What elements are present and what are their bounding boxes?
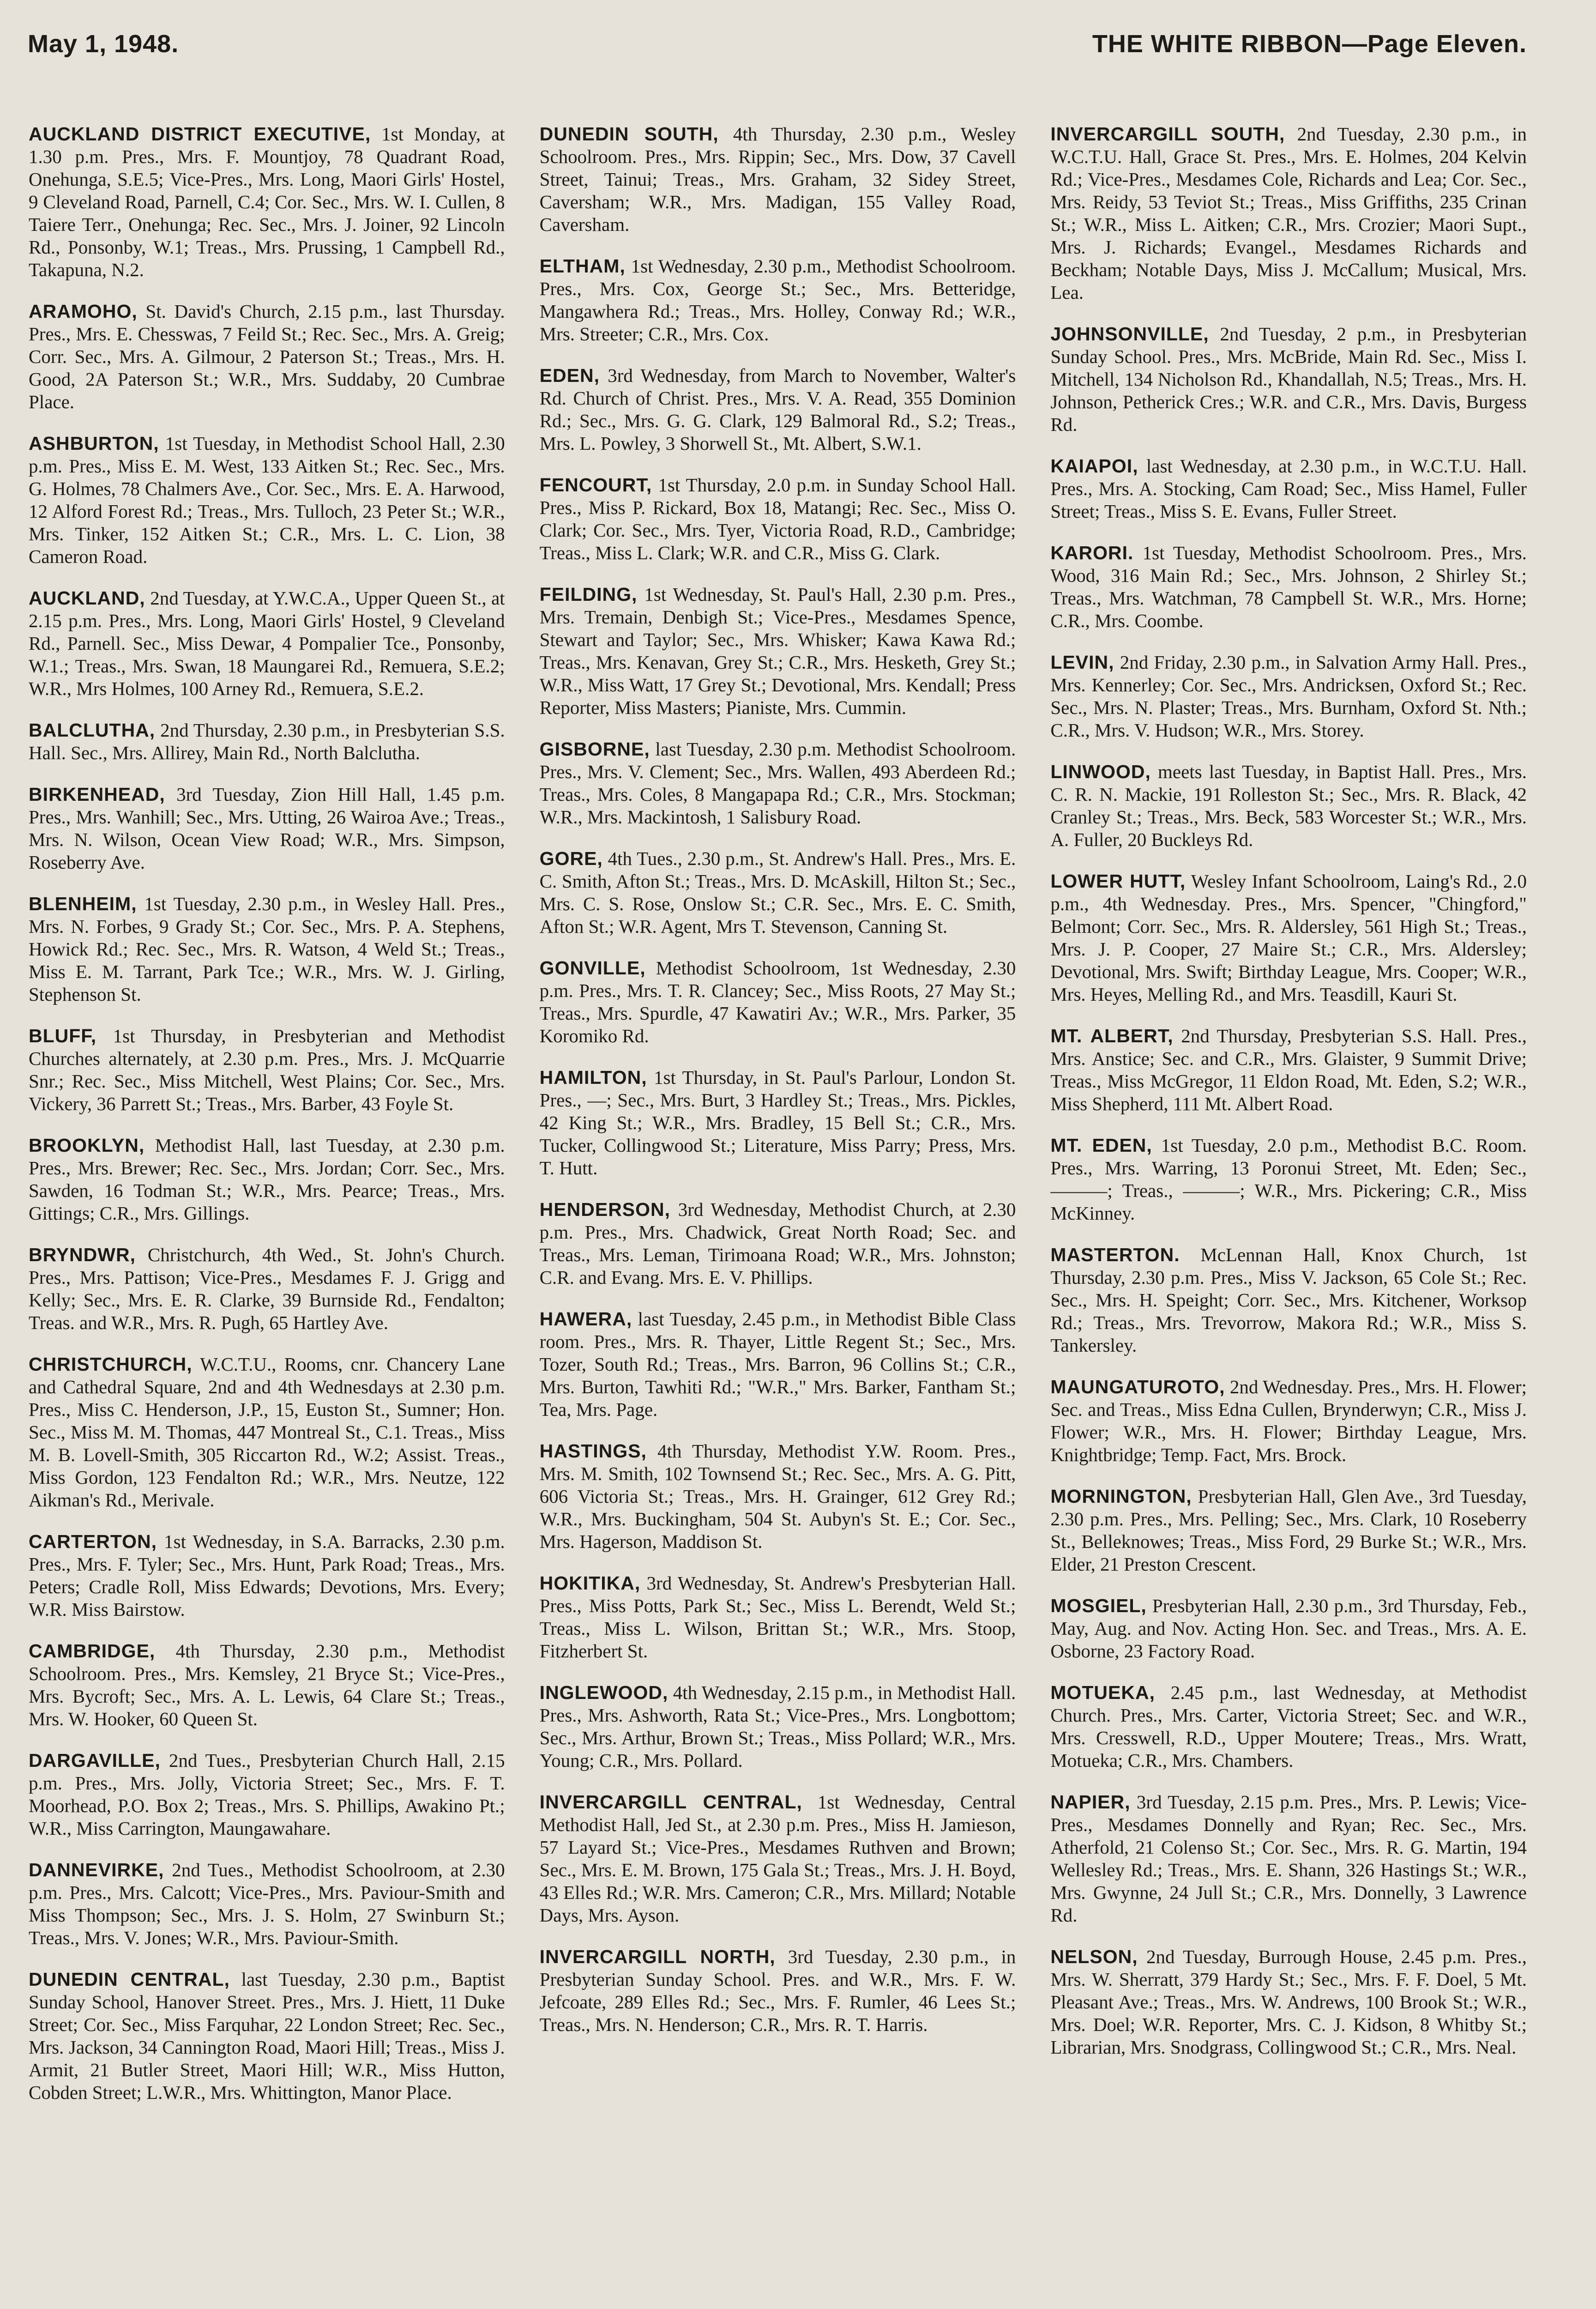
branch-details: Methodist Schoolroom, 1st Wednesday, 2.30 p.m. Pres., Mrs. T. R. Clancey; Sec., Miss Roots, 27 May St.; Treas., Mrs. Spurdle, 47 Kawatiri Av.; W.R., Mrs. Parker, 35 Koromiko Rd. (539, 957, 1016, 1046)
branch-entry (29, 783, 505, 874)
branch-name: ELTHAM, (539, 255, 626, 277)
branch-details: St. David's Church, 2.15 p.m., last Thursday. Pres., Mrs. E. Chesswas, 7 Feild St.; Rec. Sec., Mrs. A. Greig; Corr. Sec., Mrs. A. Gilmour, 2 Paterson St.; Treas., Mrs. H. Good, 2A Paterson St.; W.R., Mrs. Suddaby, 20 Cumbrae Place. (29, 301, 505, 412)
branch-name: HAWERA, (539, 1308, 632, 1330)
branch-details: 1st Thursday, in Presbyterian and Methodist Churches alternately, at 2.30 p.m. Pres., Mrs. J. McQuarrie Snr.; Rec. Sec., Miss Mitchell, West Plains; Cor. Sec., Mrs. Vickery, 36 Parrett St.; Treas., Mrs. Barber, 43 Foyle St. (29, 1025, 505, 1114)
branch-entry (29, 300, 505, 413)
branch-entry (29, 1640, 505, 1730)
branch-details: 4th Thursday, Methodist Y.W. Room. Pres., Mrs. M. Smith, 102 Townsend St.; Rec. Sec., Mrs. A. G. Pitt, 606 Victoria St.; Treas., Mrs. H. Grainger, 612 Grey Rd.; W.R., Mrs. Buckingham, 504 St. Aubyn's St. E.; Cor. Sec., Mrs. Hagerson, Maddison St. (539, 1440, 1016, 1552)
branch-details: 2nd Tuesday, 2.30 p.m., in W.C.T.U. Hall, Grace St. Pres., Mrs. E. Holmes, 204 Kelvin Rd.; Vice-Pres., Mesdames Cole, Richards and Lea; Cor. Sec., Mrs. Reidy, 53 Teviot St.; Treas., Miss Griffiths, 235 Crinan St.; W.R., Miss L. Aitken; C.R., Mrs. Crozier; Maori Supt., Mrs. J. Richards; Evangel., Mesdames Richards and Beckham; Notable Days, Miss J. McCallum; Musical, Mrs. Lea. (1050, 123, 1527, 303)
branch-name: BIRKENHEAD, (29, 784, 165, 805)
branch-details: 2nd Thursday, Presbyterian S.S. Hall. Pres., Mrs. Anstice; Sec. and C.R., Mrs. Glaister, 9 Summit Drive; Treas., Miss McGregor, 11 Eldon Road, Mt. Eden, S.2; W.R., Miss Shepherd, 111 Mt. Albert Road. (1050, 1025, 1527, 1114)
branch-entry (540, 255, 1016, 345)
branch-details: 3rd Wednesday, from March to November, Walter's Rd. Church of Christ. Pres., Mrs. V. A. Read, 355 Dominion Rd.; Sec., Mrs. G. G. Clark, 129 Balmoral Rd., S.2; Treas., Mrs. L. Powley, 3 Shorwell St., Mt. Albert, S.W.1. (539, 365, 1016, 454)
branch-name: NELSON, (1050, 1946, 1138, 1967)
branch-entry (29, 1134, 505, 1225)
branch-entry (540, 847, 1016, 938)
branch-details: 2nd Tuesday, Burrough House, 2.45 p.m. Pres., Mrs. W. Sherratt, 379 Hardy St.; Sec., Mrs. F. F. Doel, 5 Mt. Pleasant Ave.; Treas., Mrs. W. Andrews, 100 Brook St.; W.R., Mrs. Doel; W.R. Reporter, Mrs. C. J. Kidson, 8 Whitby St.; Librarian, Mrs. Snodgrass, Collingwood St.; C.R., Mrs. Neal. (1050, 1946, 1527, 2058)
branch-details: 1st Wednesday, 2.30 p.m., Methodist Schoolroom. Pres., Mrs. Cox, George St.; Sec., Mrs. Betteridge, Mangawhera Rd.; Treas., Mrs. Holley, Conway Rd.; W.R., Mrs. Streeter; C.R., Mrs. Cox. (539, 255, 1016, 345)
branch-name: BLUFF, (29, 1025, 97, 1046)
page-title: THE WHITE RIBBON—Page Eleven. (1092, 30, 1527, 58)
directory-columns (29, 104, 1527, 2309)
branch-details: 3rd Tuesday, Zion Hill Hall, 1.45 p.m. Pres., Mrs. Wanhill; Sec., Mrs. Utting, 26 Wairoa Ave.; Treas., Mrs. N. Wilson, Ocean View Road; W.R., Mrs. Simpson, Roseberry Ave. (29, 784, 505, 873)
branch-name: JOHNSONVILLE, (1050, 323, 1209, 345)
branch-details: 3rd Wednesday, Methodist Church, at 2.30 p.m. Pres., Mrs. Chadwick, Great North Road; Sec. and Treas., Mrs. Leman, Tirimoana Road; W.R., Mrs. Johnston; C.R. and Evang. Mrs. E. V. Phillips. (539, 1199, 1016, 1288)
branch-entry (29, 1968, 505, 2104)
branch-entry (1050, 1244, 1527, 1357)
branch-name: MOSGIEL, (1050, 1595, 1147, 1616)
branch-details: Presbyterian Hall, Glen Ave., 3rd Tuesday, 2.30 p.m. Pres., Mrs. Pelling; Sec., Mrs. Clark, 10 Roseberry St., Belleknowes; Treas., Miss Ford, 29 Burke St.; W.R., Mrs. Elder, 21 Preston Crescent. (1050, 1486, 1527, 1575)
branch-details: 1st Tuesday, in Methodist School Hall, 2.30 p.m. Pres., Miss E. M. West, 133 Aitken St.; Rec. Sec., Mrs. G. Holmes, 78 Chalmers Ave., Cor. Sec., Mrs. E. A. Harwood, 12 Alford Forest Rd.; Treas., Mrs. Tulloch, 23 Peter St.; W.R., Mrs. Tinker, 152 Aitken St.; C.R., Mrs. L. C. Lion, 38 Cameron Road. (29, 433, 505, 567)
branch-entry (1050, 1595, 1527, 1662)
branch-entry (540, 583, 1016, 719)
branch-name: BLENHEIM, (29, 893, 137, 914)
branch-name: FEILDING, (539, 584, 638, 605)
branch-details: W.C.T.U., Rooms, cnr. Chancery Lane and Cathedral Square, 2nd and 4th Wednesdays at 2.30 p.m. Pres., Miss C. Henderson, J.P., 15, Euston St., Sumner; Hon. Sec., Miss M. M. Thomas, 447 Montreal St., C.1. Treas., Miss M. B. Lovell-Smith, 305 Riccarton Rd., W.2; Assist. Treas., Miss Gordon, 123 Fendalton Rd.; W.R., Mrs. Neutze, 122 Aikman's Rd., Merivale. (29, 1354, 505, 1511)
branch-name: HASTINGS, (539, 1440, 647, 1462)
branch-details: 1st Monday, at 1.30 p.m. Pres., Mrs. F. Mountjoy, 78 Quadrant Road, Onehunga, S.E.5; Vice-Pres., Mrs. Long, Maori Girls' Hostel, 9 Cleveland Road, Parnell, C.4; Cor. Sec., Mrs. W. I. Cullen, 8 Taiere Terr., Onehunga; Rec. Sec., Mrs. J. Joiner, 92 Lincoln Rd., Ponsonby, W.1; Treas., Mrs. Prussing, 1 Campbell Rd., Takapuna, N.2. (29, 123, 505, 280)
branch-details: 4th Wednesday, 2.15 p.m., in Methodist Hall. Pres., Mrs. Ashworth, Rata St.; Vice-Pres., Mrs. Longbottom; Sec., Mrs. Arthur, Brown St.; Treas., Miss Pollard; W.R., Mrs. Young; C.R., Mrs. Pollard. (539, 1682, 1016, 1771)
column-3 (1050, 104, 1527, 2309)
branch-name: GISBORNE, (539, 738, 650, 760)
branch-name: MASTERTON. (1050, 1244, 1180, 1265)
branch-details: 3rd Tuesday, 2.15 p.m. Pres., Mrs. P. Lewis; Vice-Pres., Mesdames Donnelly and Ryan; Rec. Sec., Mrs. Atherfold, 21 Colenso St.; Cor. Sec., Mrs. R. G. Martin, 194 Wellesley Rd.; Treas., Mrs. E. Shann, 326 Hastings St.; W.R., Mrs. Gwynne, 24 Jull St.; C.R., Mrs. Donnelly, 3 Lawrence Rd. (1050, 1791, 1527, 1926)
column-1 (29, 104, 505, 2309)
branch-details: 1st Tuesday, 2.30 p.m., in Wesley Hall. Pres., Mrs. N. Forbes, 9 Grady St.; Cor. Sec., Mrs. P. A. Stephens, Howick Rd.; Rec. Sec., Mrs. R. Watson, 4 Weld St.; Treas., Miss E. M. Tarrant, Park Tce.; W.R., Mrs. W. J. Girling, Stephenson St. (29, 893, 505, 1005)
branch-name: CHRISTCHURCH, (29, 1354, 193, 1375)
branch-details: 2.45 p.m., last Wednesday, at Methodist Church. Pres., Mrs. Carter, Victoria Street; Sec. and W.R., Mrs. Cresswell, R.D., Upper Moutere; Treas., Mrs. Wratt, Motueka; C.R., Mrs. Chambers. (1050, 1682, 1527, 1771)
branch-entry (29, 893, 505, 1006)
branch-entry (29, 1859, 505, 1949)
branch-entry (29, 432, 505, 568)
branch-name: LEVIN, (1050, 652, 1114, 673)
branch-details: 2nd Tues., Methodist Schoolroom, at 2.30 p.m. Pres., Mrs. Calcott; Vice-Pres., Mrs. Paviour-Smith and Miss Thompson; Sec., Mrs. J. S. Holm, 27 Swinburn St.; Treas., Mrs. V. Jones; W.R., Mrs. Paviour-Smith. (29, 1859, 505, 1948)
branch-details: 1st Thursday, in St. Paul's Parlour, London St. Pres., —; Sec., Mrs. Burt, 3 Hardley St.; Treas., Mrs. Pickles, 42 King St.; W.R., Mrs. Bradley, 15 Bell St.; C.R., Mrs. Tucker, Collingwood St.; Literature, Miss Parry; Press, Mrs. T. Hutt. (539, 1067, 1016, 1179)
branch-name: BRYNDWR, (29, 1244, 136, 1265)
branch-details: Wesley Infant Schoolroom, Laing's Rd., 2.0 p.m., 4th Wednesday. Pres., Mrs. Spencer, "Chingford," Belmont; Corr. Sec., Mrs. R. Aldersley, 561 High St.; Treas., Mrs. J. P. Cooper, 27 Maire St.; C.R., Mrs. Aldersley; Devotional, Mrs. Swift; Birthday League, Mrs. Cooper; W.R., Mrs. Heyes, Melling Rd., and Mrs. Teasdill, Kauri St. (1050, 870, 1527, 1005)
branch-details: Christchurch, 4th Wed., St. John's Church. Pres., Mrs. Pattison; Vice-Pres., Mesdames F. J. Grigg and Kelly; Sec., Mrs. E. R. Clarke, 39 Burnside Rd., Fendalton; Treas. and W.R., Mrs. R. Pugh, 65 Hartley Ave. (29, 1244, 505, 1333)
branch-name: HOKITIKA, (539, 1572, 641, 1594)
branch-details: meets last Tuesday, in Baptist Hall. Pres., Mrs. C. R. N. Mackie, 191 Rolleston St.; Sec., Mrs. R. Black, 42 Cranley St.; Treas., Mrs. Beck, 583 Worcester St.; W.R., Mrs. A. Fuller, 20 Buckleys Rd. (1050, 761, 1527, 850)
branch-details: 2nd Thursday, 2.30 p.m., in Presbyterian S.S. Hall. Sec., Mrs. Allirey, Main Rd., North Balclutha. (29, 719, 505, 763)
branch-name: LOWER HUTT, (1050, 870, 1186, 892)
branch-details: last Tuesday, 2.30 p.m., Baptist Sunday School, Hanover Street. Pres., Mrs. J. Hiett, 11 Duke Street; Cor. Sec., Miss Farquhar, 22 London Street; Rec. Sec., Mrs. Jackson, 34 Cannington Road, Maori Hill; Treas., Miss J. Armit, 21 Butler Street, Maori Hill; W.R., Miss Hutton, Cobden Street; L.W.R., Mrs. Whittington, Manor Place. (29, 1969, 505, 2103)
branch-entry (540, 1198, 1016, 1289)
branch-name: KAIAPOI, (1050, 455, 1138, 477)
branch-entry (1050, 542, 1527, 632)
branch-entry (1050, 1376, 1527, 1466)
branch-entry (1050, 651, 1527, 742)
branch-details: 1st Tuesday, 2.0 p.m., Methodist B.C. Room. Pres., Mrs. Warring, 13 Poronui Street, Mt. Eden; Sec., ———; Treas., ———; W.R., Mrs. Pickering; C.R., Miss McKinney. (1050, 1135, 1527, 1224)
branch-name: LINWOOD, (1050, 761, 1151, 782)
branch-name: CARTERTON, (29, 1531, 157, 1552)
branch-entry (540, 123, 1016, 236)
branch-entry (29, 1244, 505, 1334)
branch-name: INVERCARGILL SOUTH, (1050, 123, 1285, 145)
branch-name: AUCKLAND DISTRICT EXECUTIVE, (29, 123, 371, 145)
branch-details: 2nd Wednesday. Pres., Mrs. H. Flower; Sec. and Treas., Miss Edna Cullen, Brynderwyn; C.R., Miss J. Flower; W.R., Mrs. H. Flower; Birthday League, Mrs. Knightbridge; Temp. Fact, Mrs. Brock. (1050, 1376, 1527, 1465)
branch-details: last Wednesday, at 2.30 p.m., in W.C.T.U. Hall. Pres., Mrs. A. Stocking, Cam Road; Sec., Miss Hamel, Fuller Street; Treas., Miss S. E. Evans, Fuller Street. (1050, 455, 1527, 522)
branch-entry (1050, 1025, 1527, 1115)
branch-details: 1st Thursday, 2.0 p.m. in Sunday School Hall. Pres., Miss P. Rickard, Box 18, Matangi; Rec. Sec., Miss O. Clark; Cor. Sec., Mrs. Tyer, Victoria Road, R.D., Cambridge; Treas., Miss L. Clark; W.R. and C.R., Miss G. Clark. (539, 474, 1016, 563)
branch-details: 3rd Tuesday, 2.30 p.m., in Presbyterian Sunday School. Pres. and W.R., Mrs. F. W. Jefcoate, 289 Elles Rd.; Sec., Mrs. F. Rumler, 46 Lees St.; Treas., Mrs. N. Henderson; C.R., Mrs. R. T. Harris. (539, 1946, 1016, 2035)
branch-entry (1050, 870, 1527, 1006)
branch-name: DANNEVIRKE, (29, 1859, 164, 1880)
branch-name: ASHBURTON, (29, 433, 159, 454)
branch-name: BROOKLYN, (29, 1135, 145, 1156)
branch-details: 1st Wednesday, St. Paul's Hall, 2.30 p.m. Pres., Mrs. Tremain, Denbigh St.; Vice-Pres., Mesdames Spence, Stewart and Taylor; Sec., Mrs. Whisker; Kawa Kawa Rd.; Treas., Mrs. Kenavan, Grey St.; C.R., Mrs. Hesketh, Grey St.; W.R., Miss Watt, 17 Grey St.; Devotional, Mrs. Kendall; Press Reporter, Miss Masters; Pianiste, Mrs. Cummin. (539, 584, 1016, 718)
branch-entry (540, 738, 1016, 828)
branch-details: 2nd Friday, 2.30 p.m., in Salvation Army Hall. Pres., Mrs. Kennerley; Cor. Sec., Mrs. Andricksen, Oxford St.; Rec. Sec., Mrs. N. Plaster; Treas., Mrs. Burnham, Oxford St. Nth.; C.R., Mrs. V. Hudson; W.R., Mrs. Storey. (1050, 652, 1527, 741)
branch-name: DARGAVILLE, (29, 1750, 161, 1771)
branch-name: CAMBRIDGE, (29, 1640, 156, 1662)
branch-details: 4th Tues., 2.30 p.m., St. Andrew's Hall. Pres., Mrs. E. C. Smith, Afton St.; Treas., Mrs. D. McAskill, Hilton St.; Sec., Mrs. C. S. Rose, Onslow St.; C.R. Sec., Mrs. E. C. Smith, Afton St.; W.R. Agent, Mrs T. Stevenson, Canning St. (539, 848, 1016, 937)
branch-name: GORE, (539, 848, 603, 869)
branch-entry (1050, 1485, 1527, 1576)
branch-name: HAMILTON, (539, 1067, 647, 1088)
branch-name: MT. ALBERT, (1050, 1025, 1174, 1046)
branch-details: McLennan Hall, Knox Church, 1st Thursday, 2.30 p.m. Pres., Miss V. Jackson, 65 Cole St.; Rec. Sec., Mrs. H. Speight; Corr. Sec., Mrs. Kitchener, Worksop Rd.; Treas., Mrs. Trevorrow, Makora Rd.; W.R., Miss S. Tankersley. (1050, 1244, 1527, 1356)
branch-name: GONVILLE, (539, 957, 646, 979)
page-header (28, 18, 1527, 69)
branch-name: HENDERSON, (539, 1199, 671, 1220)
branch-details: 2nd Tuesday, 2 p.m., in Presbyterian Sunday School. Pres., Mrs. McBride, Main Rd. Sec., Miss I. Mitchell, 134 Nicholson Rd., Khandallah, N.5; Treas., Mrs. H. Johnson, Petherick Cres.; W.R. and C.R., Mrs. Davis, Burgess Rd. (1050, 323, 1527, 435)
branch-details: last Tuesday, 2.30 p.m. Methodist Schoolroom. Pres., Mrs. V. Clement; Sec., Mrs. Wallen, 493 Aberdeen Rd.; Treas., Mrs. Coles, 8 Mangapapa Rd.; C.R., Mrs. Stockman; W.R., Mrs. Mackintosh, 1 Salisbury Road. (539, 738, 1016, 828)
branch-entry (1050, 1134, 1527, 1225)
branch-name: DUNEDIN CENTRAL, (29, 1969, 230, 1990)
branch-entry (540, 957, 1016, 1047)
branch-entry (29, 719, 505, 764)
branch-name: KARORI. (1050, 542, 1134, 563)
issue-date: May 1, 1948. (28, 30, 179, 58)
branch-entry (1050, 455, 1527, 523)
branch-entry (540, 364, 1016, 455)
branch-name: AUCKLAND, (29, 587, 145, 609)
branch-details: 2nd Tuesday, at Y.W.C.A., Upper Queen St., at 2.15 p.m. Pres., Mrs. Long, Maori Girls' Hostel, 9 Cleveland Rd., Parnell. Sec., Miss Dewar, 4 Pompalier Tce., Ponsonby, W.1.; Treas., Mrs. Swan, 18 Maungarei Rd., Remuera, S.E.2; W.R., Mrs Holmes, 100 Arney Rd., Remuera, S.E.2. (29, 587, 505, 699)
branch-details: Presbyterian Hall, 2.30 p.m., 3rd Thursday, Feb., May, Aug. and Nov. Acting Hon. Sec. and Treas., Mrs. A. E. Osborne, 23 Factory Road. (1050, 1595, 1527, 1662)
branch-details: 1st Wednesday, in S.A. Barracks, 2.30 p.m. Pres., Mrs. F. Tyler; Sec., Mrs. Hunt, Park Road; Treas., Mrs. Peters; Cradle Roll, Miss Edwards; Devotions, Mrs. Every; W.R. Miss Bairstow. (29, 1531, 505, 1620)
branch-name: EDEN, (539, 365, 600, 386)
branch-name: DUNEDIN SOUTH, (539, 123, 719, 145)
branch-entry (540, 1681, 1016, 1772)
branch-name: ARAMOHO, (29, 301, 138, 322)
branch-entry (540, 1946, 1016, 2036)
branch-name: INGLEWOOD, (539, 1682, 669, 1703)
branch-entry (540, 1066, 1016, 1179)
branch-name: NAPIER, (1050, 1791, 1131, 1813)
branch-entry (1050, 1681, 1527, 1772)
branch-entry (540, 1308, 1016, 1421)
branch-entry (29, 1530, 505, 1621)
branch-details: 3rd Wednesday, St. Andrew's Presbyterian Hall. Pres., Miss Potts, Park St.; Sec., Miss L. Berendt, Weld St.; Treas., Miss L. Wilson, Brittan St.; W.R., Mrs. Stoop, Fitzherbert St. (539, 1572, 1016, 1662)
branch-name: INVERCARGILL CENTRAL, (539, 1791, 802, 1813)
branch-entry (29, 587, 505, 700)
branch-details: 2nd Tues., Presbyterian Church Hall, 2.15 p.m. Pres., Mrs. Jolly, Victoria Street; Sec., Mrs. F. T. Moorhead, P.O. Box 2; Treas., Mrs. S. Phillips, Awakino Pt.; W.R., Miss Carrington, Maungawahare. (29, 1750, 505, 1839)
branch-entry (29, 1353, 505, 1511)
branch-entry (540, 1791, 1016, 1927)
branch-details: 1st Wednesday, Central Methodist Hall, Jed St., at 2.30 p.m. Pres., Miss H. Jamieson, 57 Layard St.; Vice-Pres., Mesdames Ruthven and Brown; Sec., Mrs. E. M. Brown, 175 Gala St.; Treas., Mrs. J. H. Boyd, 43 Elles Rd.; W.R. Mrs. Cameron; C.R., Mrs. Millard; Notable Days, Mrs. Ayson. (539, 1791, 1016, 1926)
branch-details: 4th Thursday, 2.30 p.m., Methodist Schoolroom. Pres., Mrs. Kemsley, 21 Bryce St.; Vice-Pres., Mrs. Bycroft; Sec., Mrs. A. L. Lewis, 64 Clare St.; Treas., Mrs. W. Hooker, 60 Queen St. (29, 1640, 505, 1729)
branch-entry (1050, 323, 1527, 436)
branch-entry (1050, 1946, 1527, 2059)
branch-entry (1050, 123, 1527, 304)
branch-entry (540, 1572, 1016, 1662)
branch-name: MOTUEKA, (1050, 1682, 1155, 1703)
branch-name: MAUNGATUROTO, (1050, 1376, 1225, 1397)
branch-name: INVERCARGILL NORTH, (539, 1946, 776, 1967)
branch-details: 4th Thursday, 2.30 p.m., Wesley Schoolroom. Pres., Mrs. Rippin; Sec., Mrs. Dow, 37 Cavell Street, Tainui; Treas., Mrs. Graham, 32 Sidey Street, Caversham; W.R., Mrs. Madigan, 155 Valley Road, Caversham. (539, 123, 1016, 235)
branch-entry (1050, 761, 1527, 851)
branch-entry (540, 474, 1016, 564)
branch-details: 1st Tuesday, Methodist Schoolroom. Pres., Mrs. Wood, 316 Main Rd.; Sec., Mrs. Johnson, 2 Shirley St.; Treas., Mrs. Watchman, 78 Campbell St. W.R., Mrs. Horne; C.R., Mrs. Coombe. (1050, 542, 1527, 631)
branch-entry (1050, 1791, 1527, 1927)
branch-details: Methodist Hall, last Tuesday, at 2.30 p.m. Pres., Mrs. Brewer; Rec. Sec., Mrs. Jordan; Corr. Sec., Mrs. Sawden, 16 Todman St.; W.R., Mrs. Pearce; Treas., Mrs. Gittings; C.R., Mrs. Gillings. (29, 1135, 505, 1224)
branch-entry (29, 1025, 505, 1115)
branch-name: MT. EDEN, (1050, 1135, 1152, 1156)
branch-entry (29, 123, 505, 281)
branch-entry (29, 1749, 505, 1840)
branch-name: MORNINGTON, (1050, 1486, 1192, 1507)
branch-entry (540, 1440, 1016, 1553)
column-2 (540, 104, 1016, 2309)
branch-name: BALCLUTHA, (29, 719, 156, 741)
branch-details: last Tuesday, 2.45 p.m., in Methodist Bible Class room. Pres., Mrs. R. Thayer, Little Regent St.; Sec., Mrs. Tozer, South Rd.; Treas., Mrs. Barron, 96 Collins St.; C.R., Mrs. Burton, Tawhiti Rd.; "W.R.," Mrs. Barker, Fantham St.; Tea, Mrs. Page. (539, 1308, 1016, 1420)
branch-name: FENCOURT, (539, 474, 652, 496)
